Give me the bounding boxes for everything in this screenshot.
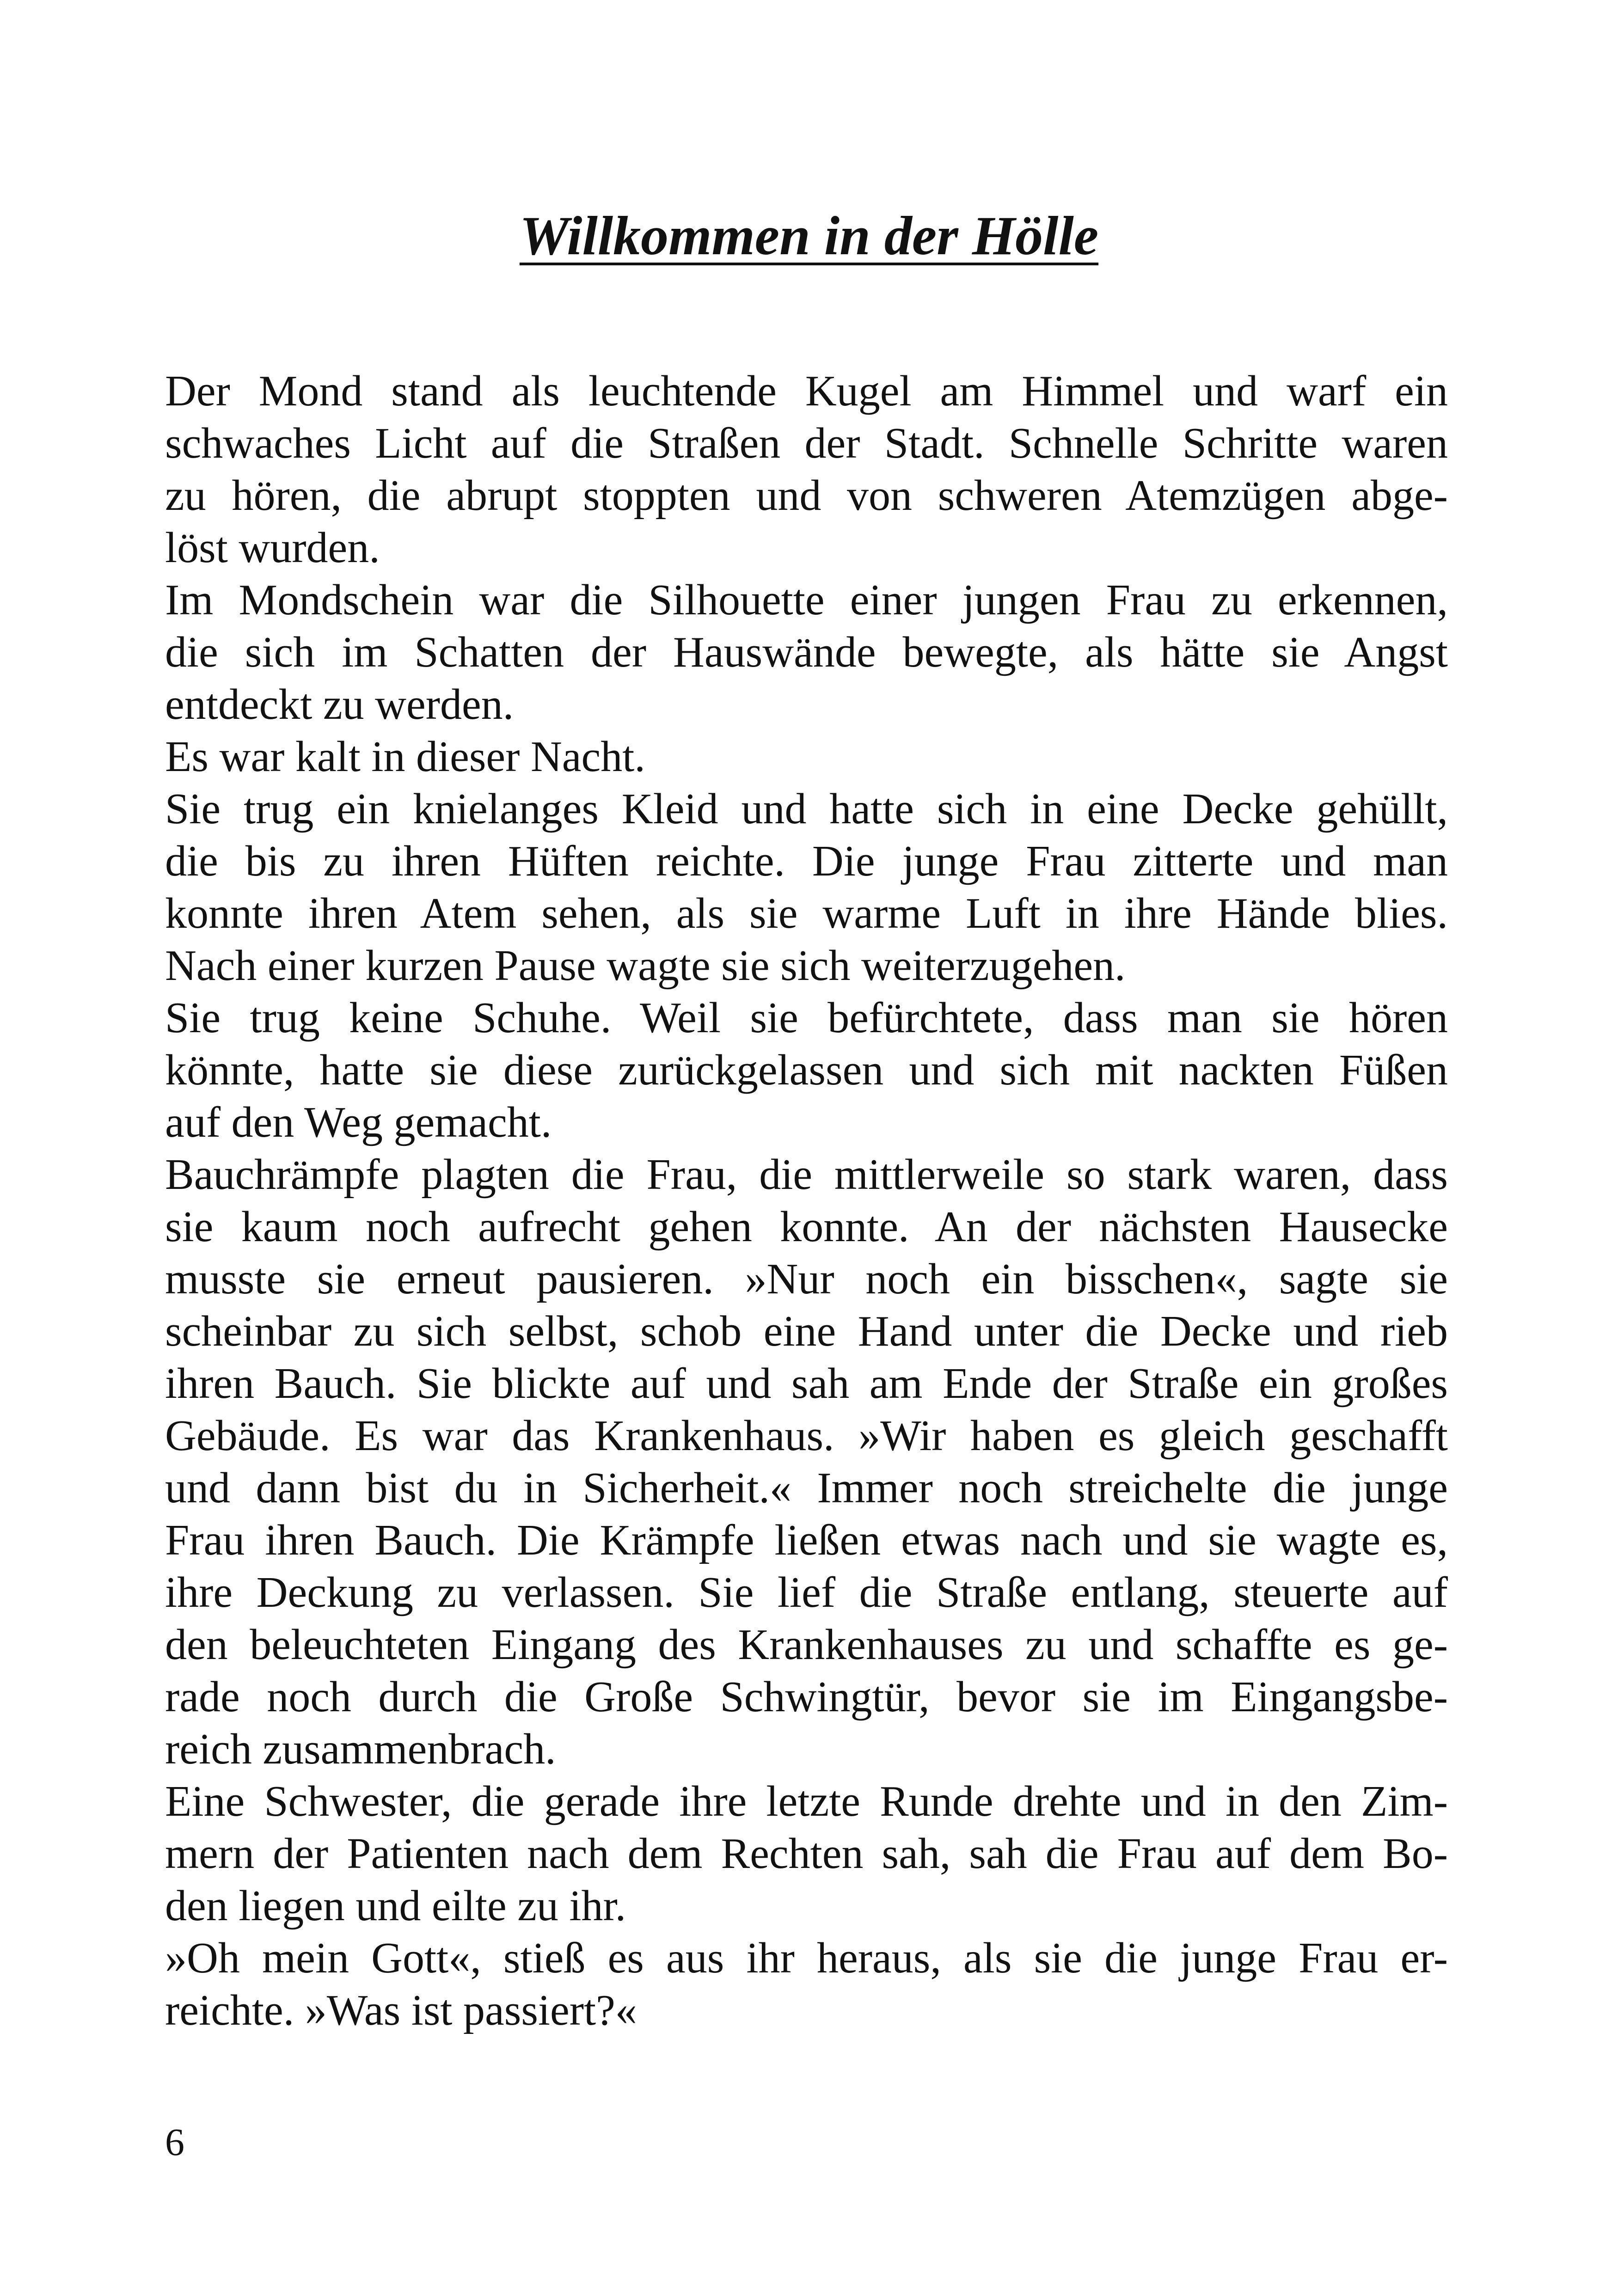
text-line: löst wurden. <box>165 524 380 572</box>
text-line: sie kaum noch aufrecht gehen konnte. An der nächsten Hausecke <box>165 1203 1448 1251</box>
text-line: könnte, hatte sie diese zurückgelassen und sich mit nackten Füßen <box>165 1046 1448 1094</box>
text-line: die sich im Schatten der Hauswände bewegte, als hätte sie Angst <box>165 628 1448 676</box>
text-line: Eine Schwester, die gerade ihre letzte Runde drehte und in den Zim- <box>165 1777 1448 1825</box>
text-line: reichte. »Was ist passiert?« <box>165 1986 637 2034</box>
text-line: Nach einer kurzen Pause wagte sie sich weiterzugehen. <box>165 942 1126 990</box>
text-line: konnte ihren Atem sehen, als sie warme Luft in ihre Hände blies. <box>165 889 1448 937</box>
text-line: Gebäude. Es war das Krankenhaus. »Wir haben es gleich geschafft <box>165 1412 1448 1460</box>
text-line: musste sie erneut pausieren. »Nur noch ein bisschen«, sagte sie <box>165 1255 1448 1303</box>
text-line: scheinbar zu sich selbst, schob eine Hand unter die Decke und rieb <box>165 1307 1448 1355</box>
text-line: und dann bist du in Sicherheit.« Immer noch streichelte die junge <box>165 1464 1448 1512</box>
text-line: Sie trug ein knielanges Kleid und hatte sich in eine Decke gehüllt, <box>165 785 1448 833</box>
text-line: Sie trug keine Schuhe. Weil sie befürchtete, dass man sie hören <box>165 994 1448 1042</box>
text-line: Im Mondschein war die Silhouette einer jungen Frau zu erkennen, <box>165 576 1448 624</box>
text-line: mern der Patienten nach dem Rechten sah, sah die Frau auf dem Bo- <box>165 1830 1448 1878</box>
text-line: Frau ihren Bauch. Die Krämpfe ließen etwas nach und sie wagte es, <box>165 1516 1448 1564</box>
text-line: rade noch durch die Große Schwingtür, bevor sie im Eingangsbe- <box>165 1673 1448 1721</box>
text-line: entdeckt zu werden. <box>165 680 514 729</box>
text-line: Bauchrämpfe plagten die Frau, die mittlerweile so stark waren, dass <box>165 1151 1448 1199</box>
text-line: zu hören, die abrupt stoppten und von schweren Atemzügen abge- <box>165 471 1448 520</box>
page-number: 6 <box>165 2121 184 2164</box>
chapter-title: Willkommen in der Hölle <box>519 205 1099 266</box>
text-line: den liegen und eilte zu ihr. <box>165 1882 626 1930</box>
chapter-body-text <box>165 365 1448 2037</box>
text-line: auf den Weg gemacht. <box>165 1098 552 1146</box>
text-line: die bis zu ihren Hüften reichte. Die junge Frau zitterte und man <box>165 837 1448 885</box>
text-line: ihren Bauch. Sie blickte auf und sah am Ende der Straße ein großes <box>165 1359 1448 1408</box>
text-line: ihre Deckung zu verlassen. Sie lief die Straße entlang, steuerte auf <box>165 1568 1448 1616</box>
text-line: den beleuchteten Eingang des Krankenhauses zu und schaffte es ge- <box>165 1621 1448 1669</box>
text-line: Es war kalt in dieser Nacht. <box>165 733 645 781</box>
text-line: Der Mond stand als leuchtende Kugel am Himmel und warf ein <box>165 367 1448 415</box>
text-line: schwaches Licht auf die Straßen der Stadt. Schnelle Schritte waren <box>165 419 1448 467</box>
text-line: reich zusammenbrach. <box>165 1725 556 1773</box>
text-line: »Oh mein Gott«, stieß es aus ihr heraus, als sie die junge Frau er- <box>165 1934 1448 1982</box>
